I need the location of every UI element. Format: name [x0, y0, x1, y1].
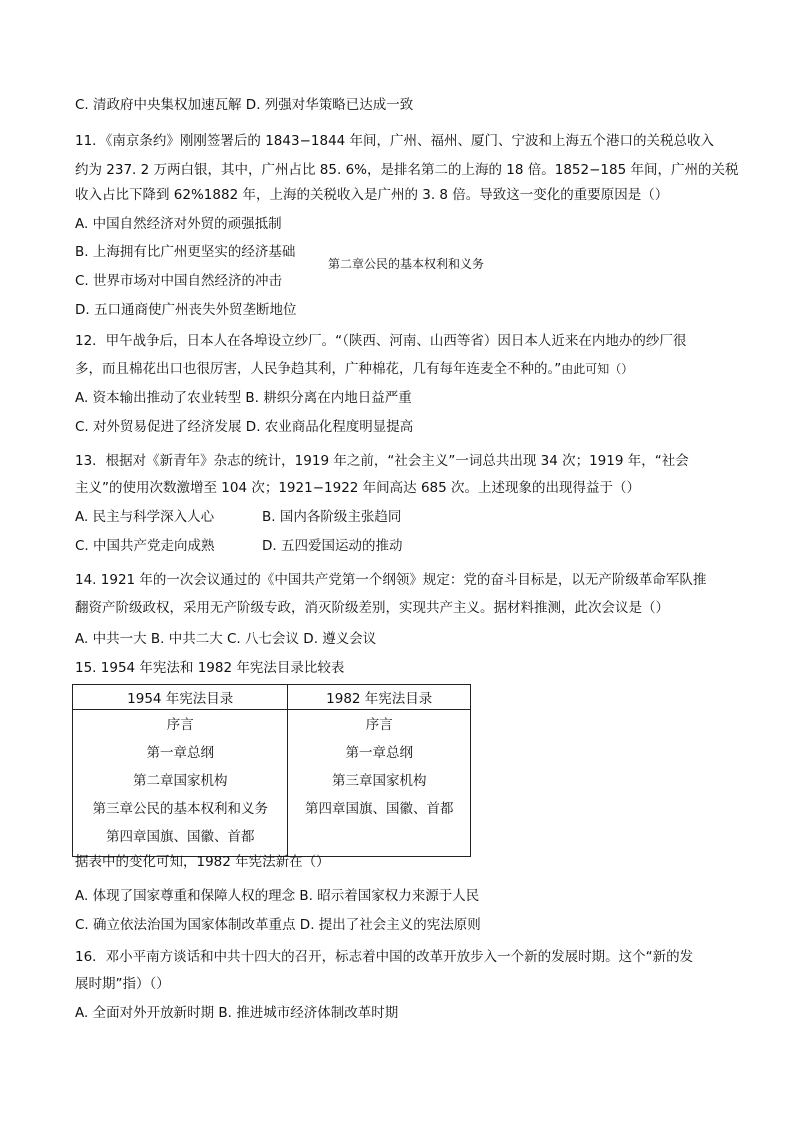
constitution-comparison-table	[72, 684, 471, 857]
q11-option-d: D. 五口通商使广州丧失外贸垄断地位	[75, 302, 297, 318]
q14-stem-line2: 翻资产阶级政权，采用无产阶级专政，消灭阶级差别，实现共产主义。据材料推测，此次会议是（）	[75, 600, 669, 616]
table-col-1982	[288, 710, 471, 857]
q16-options-ab: A. 全面对外开放新时期 B. 推进城市经济体制改革时期	[75, 1005, 399, 1021]
q15-options-cd: C. 确立依法治国为国家体制改革重点 D. 提出了社会主义的宪法原则	[75, 917, 481, 933]
q11-option-b: B. 上海拥有比广州更坚实的经济基础	[75, 244, 296, 260]
q11-stem-line2: 约为 237. 2 万两白银，其中，广州占比 85. 6%，是排名第二的上海的 18 倍。1852−185 年间，广州的关税	[75, 162, 739, 178]
q14-options: A. 中共一大 B. 中共二大 C. 八七会议 D. 遵义会议	[75, 631, 377, 647]
q13-option-b: B. 国内各阶级主张趋同	[262, 509, 402, 525]
q16-stem-line2: 展时期”指）（）	[75, 976, 170, 992]
table-cell: 第二章国家机构	[132, 773, 228, 789]
q15-question: 据表中的变化可知，1982 年宪法新在（）	[75, 854, 330, 870]
q12-question: 由此可知（）	[561, 362, 634, 376]
q13-stem-line2: 主义”的使用次数激增至 104 次；1921−1922 年间高达 685 次。上述现象的出现得益于（）	[75, 480, 641, 496]
q12-stem-line2	[75, 360, 633, 378]
table-cell: 序言	[166, 717, 194, 733]
q12-options-cd: C. 对外贸易促进了经济发展 D. 农业商品化程度明显提高	[75, 419, 414, 435]
stray-heading: 第二章公民的基本权利和义务	[328, 257, 485, 271]
q11-option-c: C. 世界市场对中国自然经济的冲击	[75, 273, 283, 289]
table-cell: 序言	[365, 717, 393, 733]
q13-stem-line1: 13．根据对《新青年》杂志的统计，1919 年之前，“社会主义”一词总共出现 34 次；1919 年，“社会	[75, 453, 689, 469]
q13-option-c: C. 中国共产党走向成熟	[75, 538, 215, 554]
table-header-1954: 1954 年宪法目录	[73, 685, 288, 710]
q13-option-a: A. 民主与科学深入人心	[75, 509, 215, 525]
table-header-1982: 1982 年宪法目录	[288, 685, 471, 710]
table-cell: 第一章总纲	[146, 745, 214, 761]
q16-stem-line1: 16．邓小平南方谈话和中共十四大的召开，标志着中国的改革开放步入一个新的发展时期。这个“新的发	[75, 949, 694, 965]
q12-stem-line1: 12．甲午战争后，日本人在各埠设立纱厂。“（陕西、河南、山西等省）因日本人近来在内地办的纱厂很	[75, 333, 687, 349]
q11-stem-line1: 11．《南京条约》刚刚签署后的 1843−1844 年间，广州、福州、厦门、宁波和上海五个港口的关税总收入	[75, 133, 715, 149]
q10-options-cd: C. 清政府中央集权加速瓦解 D. 列强对华策略已达成一致	[75, 97, 414, 113]
q13-option-d: D. 五四爱国运动的推动	[262, 538, 403, 554]
table-cell: 第一章总纲	[345, 745, 413, 761]
table-cell: 第三章国家机构	[331, 773, 427, 789]
q12-options-ab: A. 资本输出推动了农业转型 B. 耕织分离在内地日益严重	[75, 390, 412, 406]
q15-stem: 15. 1954 年宪法和 1982 年宪法目录比较表	[75, 660, 345, 676]
table-col-1954	[73, 710, 288, 857]
q15-options-ab: A. 体现了国家尊重和保障人权的理念 B. 昭示着国家权力来源于人民	[75, 888, 480, 904]
table-cell: 第三章公民的基本权利和义务	[92, 801, 268, 817]
q12-quote-end: 多，而且棉花出口也很厉害，人民争趋其利，广种棉花，几有每年连麦全不种的。”	[75, 361, 562, 377]
q11-stem-line3: 收入占比下降到 62%1882 年，上海的关税收入是广州的 3. 8 倍。导致这一变化的重要原因是（）	[75, 187, 669, 203]
q14-stem-line1: 14. 1921 年的一次会议通过的《中国共产党第一个纲领》规定：党的奋斗目标是，以无产阶级革命军队推	[75, 572, 707, 588]
table-cell: 第四章国旗、国徽、首都	[304, 801, 454, 817]
table-cell: 第四章国旗、国徽、首都	[105, 829, 255, 845]
q11-option-a: A. 中国自然经济对外贸的顽强抵制	[75, 216, 282, 232]
